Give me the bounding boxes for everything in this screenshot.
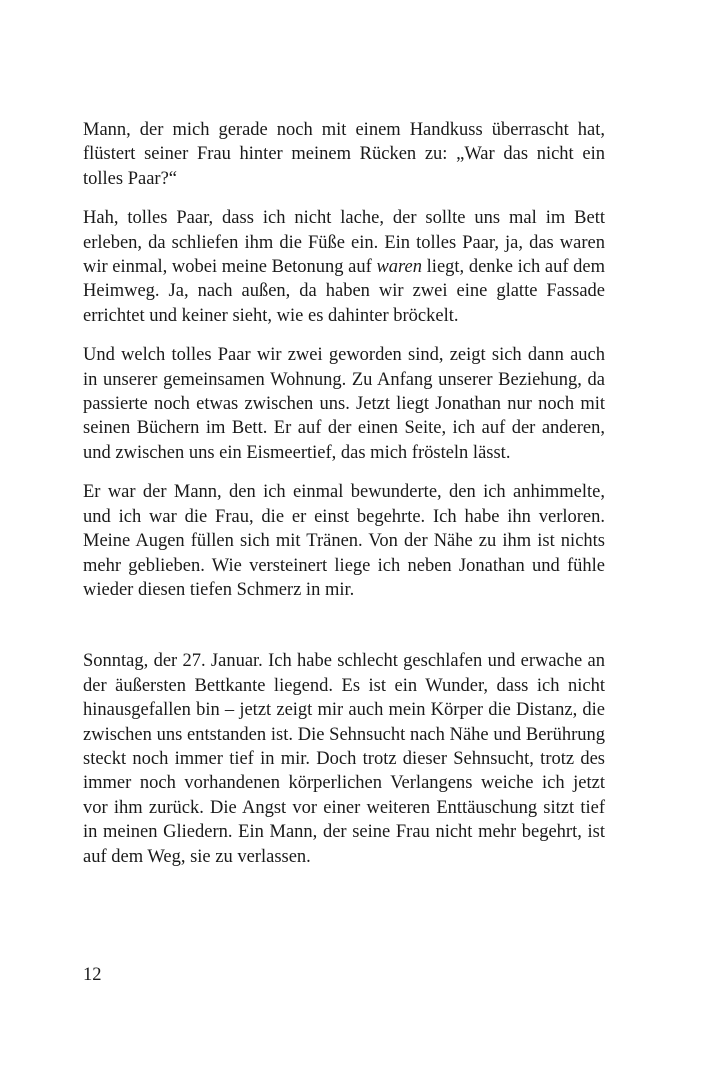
paragraph-4: [83, 480, 605, 602]
paragraph-2: [83, 206, 605, 328]
paragraph-5-text: Sonntag, der 27. Januar. Ich habe schlecht geschlafen und erwache an der äußersten Bettkante liegend. Es ist ein Wunder, dass ich nicht hinausgefallen bin – jetzt zeigt mir auch mein Körper die Distanz, die zwischen uns entstanden ist. Die Sehnsucht nach Nähe und Berührung steckt noch immer tief in mir. Doch trotz dieser Sehnsucht, trotz des immer noch vorhandenen körperlichen Verlangens weiche ich jetzt vor ihm zurück. Die Angst vor einer weiteren Enttäuschung sitzt tief in meinen Gliedern. Ein Mann, der seine Frau nicht mehr begehrt, ist auf dem Weg, sie zu verlassen.: [83, 651, 605, 867]
paragraph-3: [83, 343, 605, 465]
paragraph-2-text-b: liegt, denke ich auf dem Heimweg. Ja, nach außen, da haben wir zwei eine glatte Fassade errichtet und keiner sieht, wie es dahinter bröckelt.: [83, 257, 605, 326]
paragraph-4-text: Er war der Mann, den ich einmal bewunderte, den ich anhimmelte, und ich war die Frau, die er einst begehrte. Ich habe ihn verloren. Meine Augen füllen sich mit Tränen. Von der Nähe zu ihm ist nichts mehr geblieben. Wie versteinert liege ich neben Jonathan und fühle wieder diesen tiefen Schmerz in mir.: [83, 482, 605, 600]
paragraph-3-text: Und welch tolles Paar wir zwei geworden sind, zeigt sich dann auch in unserer gemeinsamen Wohnung. Zu Anfang unserer Beziehung, da passierte noch etwas zwischen uns. Jetzt liegt Jonathan nur noch mit seinen Büchern im Bett. Er auf der einen Seite, ich auf der anderen, und zwischen uns ein Eismeertief, das mich frösteln lässt.: [83, 345, 605, 463]
page-text: [83, 118, 605, 884]
paragraph-2-text-a: Hah, tolles Paar, dass ich nicht lache, der sollte uns mal im Bett erleben, da schliefen ihm die Füße ein. Ein tolles Paar, ja, das waren wir einmal, wobei meine Betonung auf: [83, 208, 605, 278]
paragraph-1-text: Mann, der mich gerade noch mit einem Handkuss überrascht hat, flüstert seiner Frau hinter meinem Rücken zu: „War das nicht ein tolles Paar?“: [83, 120, 605, 189]
paragraph-1: [83, 118, 605, 191]
paragraph-2-emphasis: waren: [376, 257, 423, 278]
paragraph-5: [83, 649, 605, 869]
page-number: 12: [83, 965, 102, 985]
